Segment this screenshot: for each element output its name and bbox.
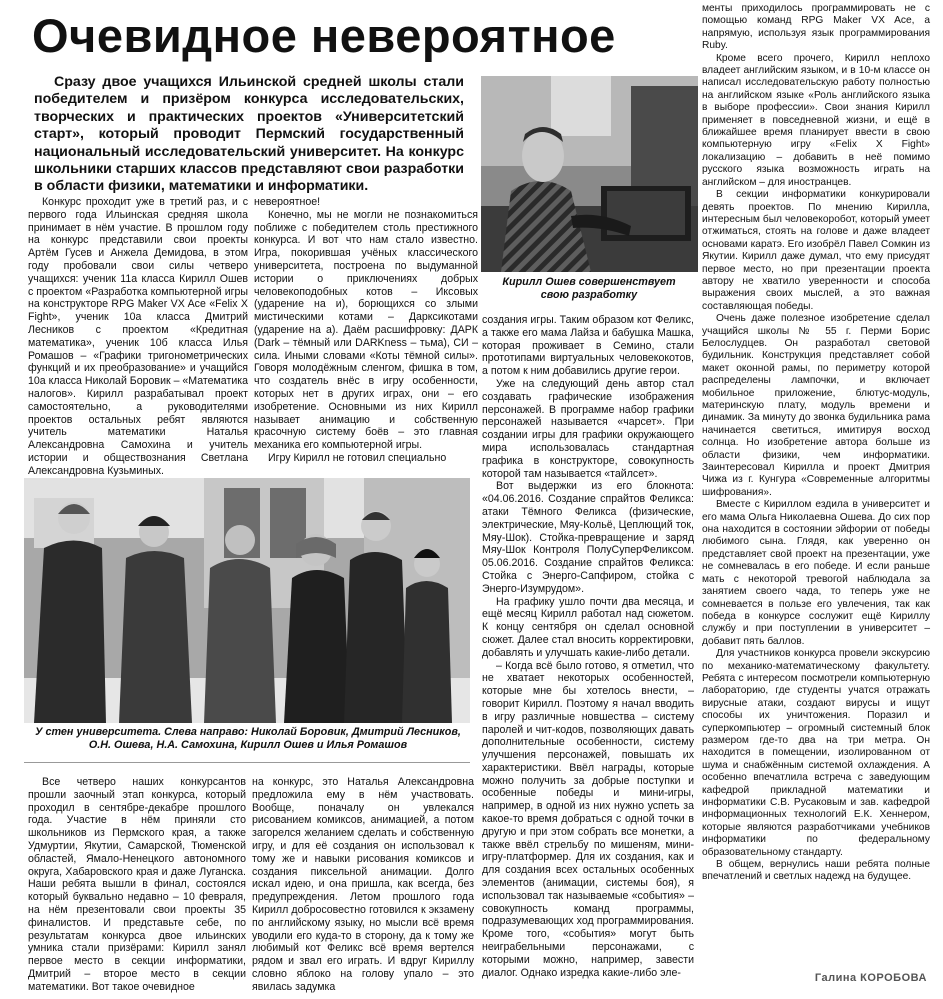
portrait-caption: Кирилл Ошев совершенствует свою разработку xyxy=(502,276,676,301)
paragraph: Конечно, мы не могли не познакомиться поближе с победителем столь престижного конкурса. И вот что нам стало известно. Игра, покорившая учёных классического университета, построена по выдуманной истории о приключениях добрых человекоподобных котов – Иксовых (ударение на и), борющихся со злыми мистическими котами – Дарксикотами (ударение на а). Даём расшифровку: ДАРК (Dark – тёмный или DARKness – тьма), СИ – сила. Иными словами «Коты тёмной силы». Говоря молодёжным сленгом, фишка в том, что создатель внёс в игру особенности, которых нет в других играх, они – его изобретение. Основными из них Кирилл называет анимацию и собственную красочную систему боёв – это главная механика его компьютерной игры. xyxy=(254,208,478,452)
column-middle-right xyxy=(482,314,694,979)
column-right xyxy=(702,3,930,884)
portrait-photo xyxy=(481,76,698,272)
group-caption: У стен университета. Слева направо: Николай Боровик, Дмитрий Лесников, О.Н. Ошева, Н.А. Самохина, Кирилл Ошев и Илья Ромашов xyxy=(35,726,461,751)
paragraph: Очень даже полезное изобретение сделал учащийся школы № 55 г. Перми Борис Белослудцев. Он разработал световой будильник. Конструкция представляет собой макет оконной рамы, по периметру которой распределены лампочки, и включает мобильное приложение, блютус-модуль, материнскую плату, модуль времени и динамик. За минуту до звонка будильника рама начинается светиться, имитируя восход солнца. Но изобретение автора больше из области физики, чем информатики. Заинтересовал Кирилла и проект Дмитрия Чижа из г. Кунгура «Современные алгоритмы шифрования». xyxy=(702,313,930,498)
paragraph: создания игры. Таким образом кот Феликс, а также его мама Лайза и бабушка Машка, которая проживает в Семино, стали прототипами виртуальных человекокотов, а потом к ним добавились другие герои. xyxy=(482,314,694,378)
paragraph: Вот выдержки из его блокнота: «04.06.2016. Создание спрайтов Феликса: атаки Тёмного Феликса (физические, электрические, Мяу-Кольё, Цеплющий ток, Мяу-Шок). Стойка-превращение и заряд Мяу-Шок Контроля ПолуСуперФеликсом. 05.06.2016. Создание спрайтов Феликса: Стойка с Энерго-Сапфиром, стойка с Энерго-Изумрудом». xyxy=(482,480,694,595)
paragraph: Вместе с Кириллом ездила в университет и его мама Ольга Николаевна Ошева. До сих пор она находится в состоянии эйфории от победы любимого сына. Глядя, как уверенно он представляет свой проект на презентации, уже не сомневалась в его победе. И если раньше мать с некоторой тревогой наблюдала за занятием своего чада, то теперь уже не сомневается в пользе его увлечения, так как победа в конкурсе сослужит ещё Кириллу службу и при поступлении в университет – добавит пять баллов. xyxy=(702,499,930,647)
paragraph: менты приходилось программировать не с помощью команд RPG Maker VX Ace, а напрямую, используя язык программирования Ruby. xyxy=(702,3,930,52)
headline: Очевидное невероятное xyxy=(32,9,616,62)
paragraph: Для участников конкурса провели экскурсию по механико-математическому факультету. Ребята с интересом посмотрели компьютерную лабораторию, где студенты учатся отражать вирусные атаки, создают вирусы и ищут способы их уничтожения. Поразил и суперкомпьютер – огромный системный блок размером где-то два на три метра. Он находится в помещении, изолированном от шума и снабжённым системой охлаждения. А особенно впечатлила встреча с заведующим кафедрой прикладной математики и информатики С.В. Русаковым и зав. кафедрой информационных технологий Е.К. Хеннером, которые являются разработчиками учебников информатики по федеральному образовательному стандарту. xyxy=(702,648,930,858)
author-byline: Галина КОРОБОВА xyxy=(814,972,927,984)
paragraph: Игру Кирилл не готовил специально xyxy=(268,451,447,464)
column-top-middle xyxy=(254,196,478,465)
column-top-left xyxy=(28,196,248,478)
paragraph: на конкурс, это Наталья Александровна предложила ему в нём участвовать. Вообще, поначалу он увлекался рисованием комиксов, анимацией, а потом загорелся желанием сделать и собственную игру, и для её создания он использовал к тому же и навыки рисования комиксов и создания пиксельной анимации. Долго искал идею, и она пришла, как всегда, без предупреждения. Летом прошлого года Кирилл добросовестно готовился к экзамену по английскому языку, но мысли всё время уводили его куда-то в сторону, да к тому же любимый кот Феликс всё время вертелся рядом и звал его играть. И вдруг Кириллу словно яблоко на голову упало – это явилась задумка xyxy=(252,776,474,993)
paragraph: Все четверо наших конкурсантов прошли заочный этап конкурса, который проходил в сентябре-декабре прошлого года. Участие в нём приняли сто школьников из Пермского края, а также Удмуртии, Якутии, Самарской, Тюменской областей, Ямало-Ненецкого автономного округа, Хабаровского края и даже Луганска. Наши ребята вышли в финал, состоялся который буквально недавно – 10 февраля, на нём презентовали свои проекты 35 финалистов. И представьте себе, по результатам конкурса двое ильинских умника стали призёрами: Кирилл занял первое место в секции информатики, Дмитрий – второе место в секции математики. Вот такое очевидное xyxy=(28,776,246,993)
paragraph: На графику ушло почти два месяца, и ещё месяц Кирилл работал над сюжетом. К концу сентября он сделал основной сюжет. Далее стал вносить корректировки, добавлять и улучшать какие-либо детали. xyxy=(482,595,694,659)
paragraph: В секции информатики конкурировали девять проектов. По мнению Кирилла, интересным был человекоробот, который умеет отжиматься, стоять на голове и даже владеет основами каратэ. Его изобрёл Павел Сомкин из Якутии. Кирилл даже думал, что ему присудят первое место, но при презентации проекта автору не хватило уверенности и способа выражения своих мыслей, а это важная составляющая победы. xyxy=(702,189,930,312)
column-bottom-left xyxy=(28,776,246,994)
paragraph: Уже на следующий день автор стал создавать графические изображения персонажей. В программе набор графики персонажей называется «чарсет». При создании игры для графики окружающего мира использовалась стандартная графика в конструкторе, совокупность которой там называется «тайлсет». xyxy=(482,377,694,480)
paragraph: В общем, вернулись наши ребята полные впечатлений и светлых надежд на будущее. xyxy=(702,859,930,883)
group-photo xyxy=(24,478,470,723)
paragraph: невероятное! xyxy=(254,196,321,208)
paragraph: Конкурс проходит уже в третий раз, и с первого года Ильинская средняя школа принимает в нём участие. В прошлом году на конкурс представили свои проекты Артём Гусев и Анжела Демидова, в этом году пробовали свои силы четверо учащихся: ученик 11а класса Кирилл Ошев с проектом «Разработка компьютерной игры на конструкторе RPG Maker VX Ace «Felix X Fight», ученик 10а класса Дмитрий Лесников с проектом «Кредитная математика», ученик 10б класса Илья Ромашов – «Графики тригонометрических функций и их преобразование» и учащийся 10а класса Николай Боровик – «Математика налогов». Кирилл разрабатывал проект самостоятельно, а руководителями проектов остальных ребят являются учитель математики Наталья Александровна Самохина и учитель истории и обществознания Светлана Александровна Кузьминых. xyxy=(28,196,248,477)
divider-line xyxy=(24,762,470,763)
column-bottom-middle xyxy=(252,776,474,994)
lead-paragraph: Сразу двое учащихся Ильинской средней школы стали победителем и призёром конкурса исследовательских, творческих и практических проектов «Университетский старт», который проводит Пермский государственный национальный исследовательский университет. На конкурс школьники старших классов представляют свои разработки в области физики, математики и информатики. xyxy=(34,74,464,195)
paragraph: – Когда всё было готово, я отметил, что не хватает некоторых особенностей, которые мне бы хотелось внести, – говорит Кирилл. Поэтому я начал вводить в игру различные новшества – систему паролей и чит-кодов, позволяющих давать дополнительные особенности, систему улучшения персонажей, повышать их характеристики. Ввёл награды, которые можно получить за добрые поступки и особенные победы и мини-игры, например, в одной из них нужно успеть за какое-то время добраться с одной точки в другую и при этом собрать все монетки, а также ввёл стрельбу по мишеням, мини-игру-платформер. Для их создания, как и для создания всех остальных особенных элементов (анимации, системы боя), я использовал так называемые «события» – совокупность команд программы, подразумевающих ход программирования. Кроме того, «события» могут быть неиграбельными персонажами, с которыми можно, например, завести диалог. Однако изредка какие-либо эле- xyxy=(482,659,694,979)
paragraph: Кроме всего прочего, Кирилл неплохо владеет английским языком, и в 10-м классе он написал исследовательскую работу полностью на английском языке «Роль английского языка в выборе профессии». Свои знания Кирилл применяет в повседневной жизни, и ещё в ближайшее время планирует ввести в свою компьютерную игру «Felix X Fight» локализацию – добавить в неё помимо русского языка возможность играть на английском – для иностранцев. xyxy=(702,52,930,188)
